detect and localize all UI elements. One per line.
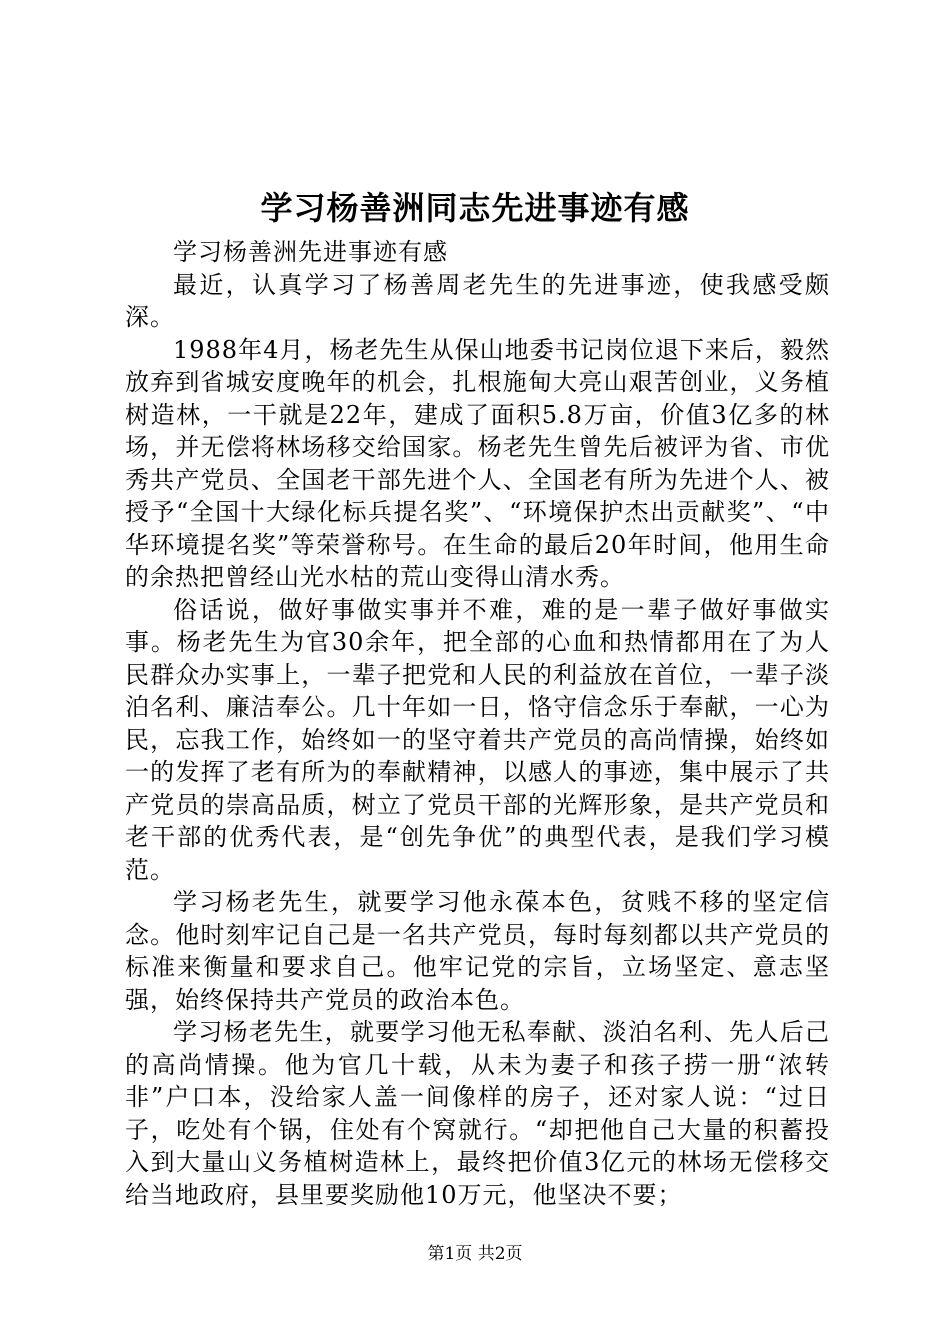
- page-number-footer: 第1页 共2页: [427, 1244, 523, 1264]
- paragraph: 学习杨老先生，就要学习他无私奉献、淡泊名利、先人后己的高尚情操。他为官几十载，从未为妻子和孩子捞一册“浓转非”户口本，没给家人盖一间像样的房子，还对家人说：“过日子，吃处有个锅，住处有个窝就行。“却把他自己大量的积蓄投入到大量山义务植树造林上，最终把价值3亿元的林场无偿移交给当地政府，县里要奖励他10万元，他坚决不要；: [125, 1018, 830, 1209]
- paragraph: 俗话说，做好事做实事并不难，难的是一辈子做好事做实事。杨老先生为官30余年，把全部的心血和热情都用在了为人民群众办实事上，一辈子把党和人民的利益放在首位，一辈子淡泊名利、廉洁奉公。几十年如一日，恪守信念乐于奉献，一心为民，忘我工作，始终如一的坚守着共产党员的高尚情操，始终如一的发挥了老有所为的奉献精神，以感人的事迹，集中展示了共产党员的崇高品质，树立了党员干部的光辉形象，是共产党员和老干部的优秀代表，是“创先争优”的典型代表，是我们学习模范。: [125, 595, 830, 884]
- document-title: 学习杨善洲同志先进事迹有感: [260, 189, 690, 227]
- paragraph-subtitle: 学习杨善洲先进事迹有感: [173, 238, 448, 266]
- paragraph: 最近，认真学习了杨善周老先生的先进事迹，使我感受颇深。: [125, 270, 830, 331]
- document-body: [125, 236, 830, 1211]
- paragraph: 学习杨老先生，就要学习他永葆本色，贫贱不移的坚定信念。他时刻牢记自己是一名共产党员，每时每刻都以共产党员的标准来衡量和要求自己。他牢记党的宗旨，立场坚定、意志坚强，始终保持共产党员的政治本色。: [125, 888, 830, 1014]
- paragraph: 1988年4月，杨老先生从保山地委书记岗位退下来后，毅然放弃到省城安度晚年的机会，扎根施甸大亮山艰苦创业，义务植树造林，一干就是22年，建成了面积5.8万亩，价值3亿多的林场，并无偿将林场移交给国家。杨老先生曾先后被评为省、市优秀共产党员、全国老干部先进个人、全国老有所为先进个人、被授予“全国十大绿化标兵提名奖”、“环境保护杰出贡献奖”、“中华环境提名奖”等荣誉称号。在生命的最后20年时间，他用生命的余热把曾经山光水枯的荒山变得山清水秀。: [125, 335, 830, 591]
